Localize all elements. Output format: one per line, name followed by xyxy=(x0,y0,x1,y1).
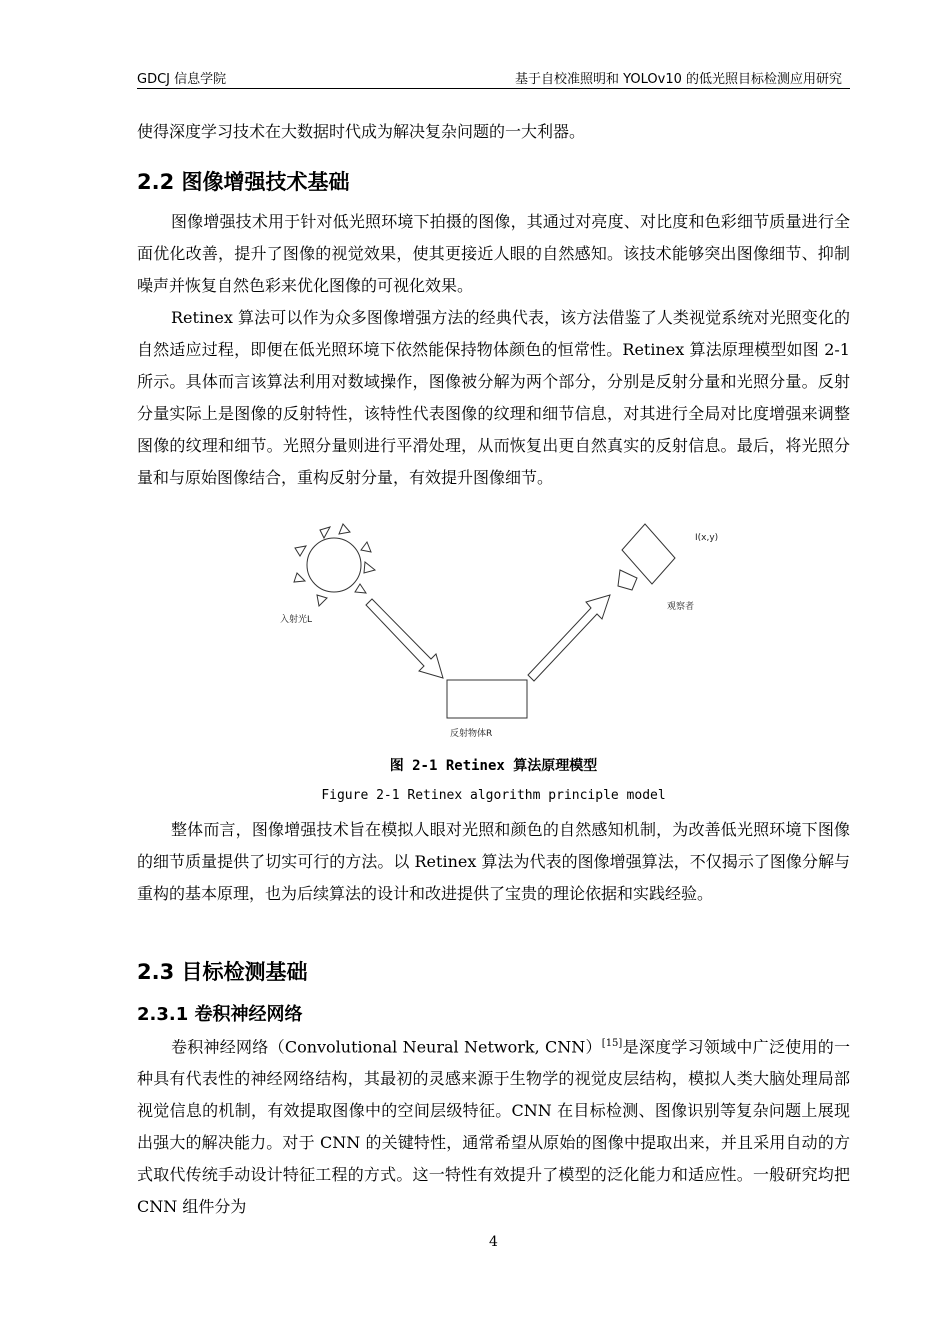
figure-caption-cn: 图 2-1 Retinex 算法原理模型 xyxy=(389,758,598,774)
camera-icon xyxy=(618,524,675,590)
section-heading-2-3-1: 2.3.1 卷积神经网络 xyxy=(137,1004,303,1025)
retinex-diagram xyxy=(275,518,745,748)
paragraph-retinex: Retinex 算法可以作为众多图像增强方法的经典代表，该方法借鉴了人类视觉系统对光照变化的自然适应过程，即便在低光照环境下依然能保持物体颜色的恒常性。Retinex 算法原理模型如图 2-1 所示。具体而言该算法利用对数域操作，图像被分解为两个部分，分别是反射分量和光照分量。反射分量实际上是图像的反射特性，该特性代表图像的纹理和细节信息，对其进行全局对比度增强来调整图像的纹理和细节。光照分量则进行平滑处理，从而恢复出更自然真实的反射信息。最后，将光照分量和与原始图像结合，重构反射分量，有效提升图像细节。 xyxy=(137,308,850,487)
section-heading-2-3: 2.3 目标检测基础 xyxy=(137,960,308,984)
reflecting-object xyxy=(447,680,527,718)
retinex-model-figure xyxy=(275,518,745,748)
observer-label: 观察者 xyxy=(667,602,695,612)
header-thesis-title: 基于自校准照明和 YOLOv10 的低光照目标检测应用研究 xyxy=(515,72,842,87)
page-number: 4 xyxy=(489,1234,498,1250)
paragraph-cnn-rest: 是深度学习领域中广泛使用的一种具有代表性的神经网络结构，其最初的灵感来源于生物学的视觉皮层结构，模拟人类大脑处理局部视觉信息的机制，有效提取图像中的空间层级特征。CNN 在目标检测、图像识别等复杂问题上展现出强大的解决能力。对于 CNN 的关键特性，通常希望从原始的图像中提取出来，并且采用自动的方式取代传统手动设计特征工程的方式。这一特性有效提升了模型的泛化能力和适应性。一般研究均把 CNN 组件分为 xyxy=(137,1037,850,1217)
figure-caption-en: Figure 2-1 Retinex algorithm principle model xyxy=(321,788,666,803)
paragraph-summary: 整体而言，图像增强技术旨在模拟人眼对光照和颜色的自然感知机制，为改善低光照环境下图像的细节质量提供了切实可行的方法。以 Retinex 算法为代表的图像增强算法，不仅揭示了图像分解与重构的基本原理，也为后续算法的设计和改进提供了宝贵的理论依据和实践经验。 xyxy=(137,820,850,903)
paragraph-image-enhancement: 图像增强技术用于针对低光照环境下拍摄的图像，其通过对亮度、对比度和色彩细节质量进行全面优化改善，提升了图像的视觉效果，使其更接近人眼的自然感知。该技术能够突出图像细节、抑制噪声并恢复自然色彩来优化图像的可视化效果。 xyxy=(137,212,850,295)
page-header xyxy=(137,66,850,89)
incident-arrow xyxy=(366,599,443,678)
image-intensity-label: I(x,y) xyxy=(695,533,719,543)
paragraph-continued: 使得深度学习技术在大数据时代成为解决复杂问题的一大利器。 xyxy=(137,122,586,141)
section-heading-2-2: 2.2 图像增强技术基础 xyxy=(137,170,350,194)
paragraph-cnn-start: 卷积神经网络（Convolutional Neural Network, CNN） xyxy=(171,1037,602,1057)
sun-icon xyxy=(294,524,375,606)
incident-light-label: 入射光L xyxy=(280,615,313,625)
reflecting-object-label: 反射物体R xyxy=(450,729,493,739)
paragraph-cnn xyxy=(137,1028,850,1223)
reflected-arrow xyxy=(528,595,610,681)
citation-ref[interactable]: [15] xyxy=(601,1038,623,1049)
header-institution: GDCJ 信息学院 xyxy=(137,72,227,87)
